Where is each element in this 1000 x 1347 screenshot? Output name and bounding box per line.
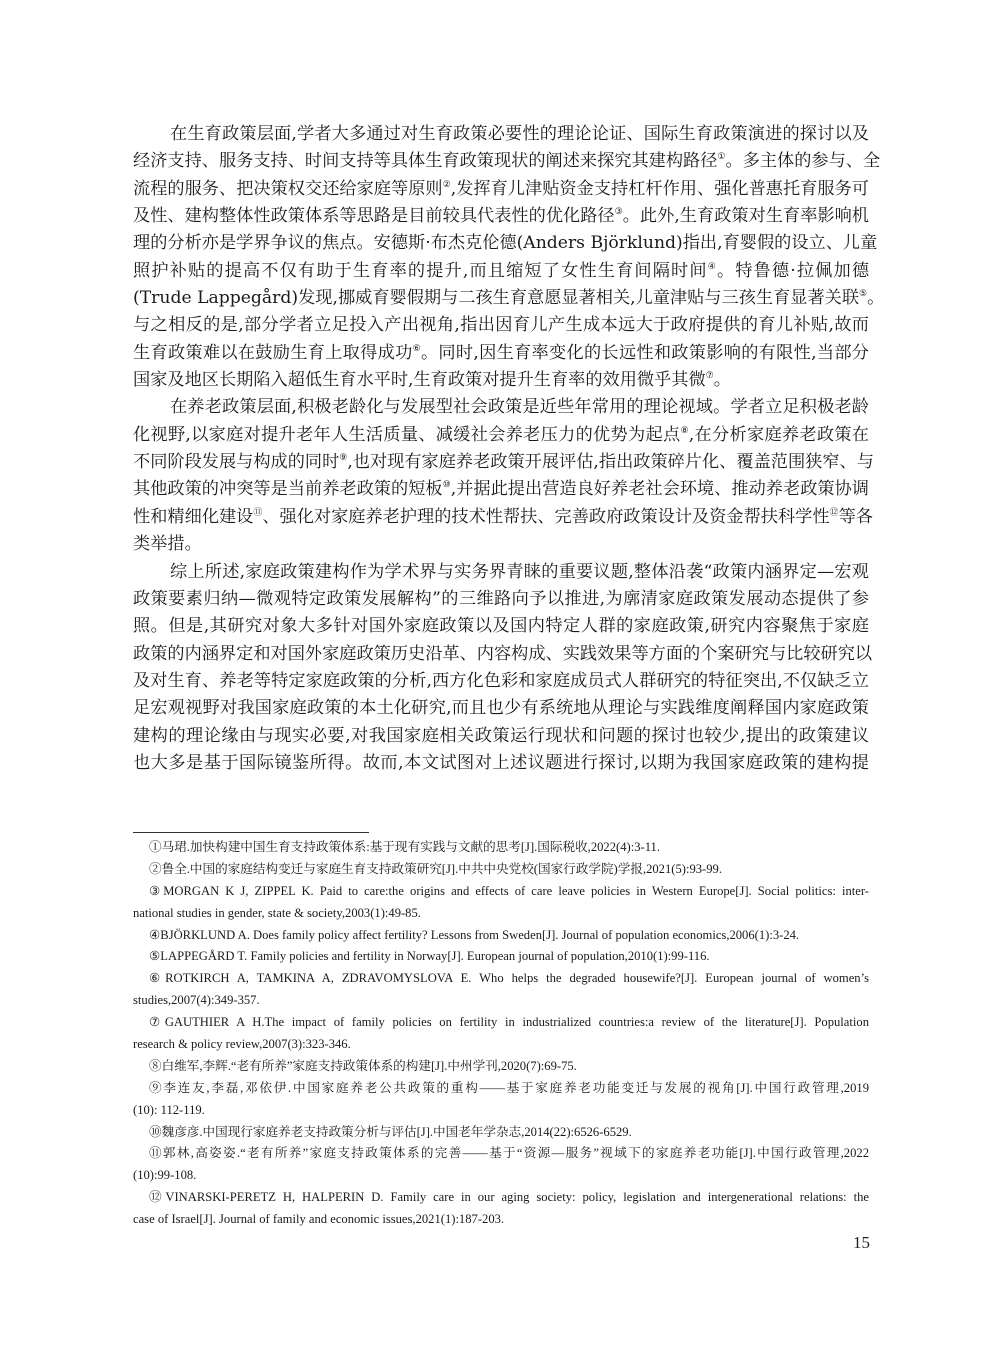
- footnote-ref[interactable]: ④: [707, 261, 717, 272]
- text-run: 。: [713, 370, 731, 391]
- text-run: 生育政策难以在鼓励生育上取得成功: [133, 342, 413, 363]
- text-run: ,发挥育儿津贴资金支持杠杆作用、强化普惠托育服务可: [450, 178, 869, 199]
- footnote-line: ③MORGAN K J, ZIPPEL K. Paid to care:the origins and effects of care leave policies in Western Europe[J]. Social politics: inter-: [149, 883, 869, 898]
- text-line: [133, 285, 885, 312]
- text-line: [133, 559, 869, 586]
- footnote-ref[interactable]: ⑪: [253, 507, 263, 518]
- footnote-line: research & policy review,2007(3):323-346.: [133, 1037, 351, 1052]
- text-run: 足宏观视野对我国家庭政策的本土化研究,而且也少有系统地从理论与实践维度阐释国内家庭政策: [133, 698, 869, 719]
- footnote-line: (10): 112-119.: [133, 1102, 205, 1117]
- text-line: [133, 695, 869, 722]
- footnote-separator: [133, 832, 369, 833]
- text-run: 性和精细化建设: [133, 506, 254, 527]
- footnote-item: [133, 859, 869, 881]
- text-run: 政策要素归纳—微观特定政策发展解构”的三维路向予以推进,为廓清家庭政策发展动态提供了参: [133, 588, 869, 609]
- text-run: 国家及地区长期陷入超低生育水平时,生育政策对提升生育率的效用微乎其微: [133, 370, 706, 391]
- text-line: [133, 641, 873, 668]
- text-line: [133, 258, 869, 285]
- text-line: [133, 723, 869, 750]
- text-run: 类举措。: [133, 534, 202, 555]
- footnote-line: ⑨李连友,李磊,邓依伊.中国家庭养老公共政策的重构——基于家庭养老功能变迁与发展的视角[J].中国行政管理,2019: [149, 1080, 869, 1095]
- text-run: 建构的理论缘由与现实必要,对我国家庭相关政策运行现状和问题的探讨也较少,提出的政策建议: [133, 725, 869, 746]
- text-run: 。同时,因生育率变化的长远性和政策影响的有限性,当部分: [420, 342, 869, 363]
- text-line: [133, 449, 874, 476]
- text-line: [133, 668, 869, 695]
- text-run: 、强化对家庭养老护理的技术性帮扶、完善政府政策设计及资金帮扶科学性: [262, 506, 830, 527]
- text-run: 也大多是基于国际镜鉴所得。故而,本文试图对上述议题进行探讨,以期为我国家庭政策的建构提: [133, 752, 869, 773]
- text-line: [133, 476, 869, 503]
- text-line: [133, 394, 869, 421]
- footnote-line: ⑪郭林,高姿姿.“老有所养”家庭支持政策体系的完善——基于“资源—服务”视域下的家庭养老功能[J].中国行政管理,2022: [149, 1146, 869, 1161]
- text-run: 其他政策的冲突等是当前养老政策的短板: [133, 479, 443, 500]
- footnote-line: studies,2007(4):349-357.: [133, 993, 260, 1008]
- text-run: 照护补贴的提高不仅有助于生育率的提升,而且缩短了女性生育间隔时间: [133, 260, 708, 281]
- body-text: [133, 121, 885, 777]
- text-run: 。此外,生育政策对生育率影响机: [622, 206, 869, 227]
- footnote-item: [133, 1143, 869, 1187]
- footnote-line: case of Israel[J]. Journal of family and economic issues,2021(1):187-203.: [133, 1212, 505, 1227]
- text-run: ,也对现有家庭养老政策开展评估,指出政策碎片化、覆盖范围狭窄、与: [347, 452, 874, 473]
- footnote-line: ①马珺.加快构建中国生育支持政策体系:基于现有实践与文献的思考[J].国际税收,2022(4):3-11.: [149, 840, 660, 854]
- text-line: [133, 312, 869, 339]
- text-run: ,在分析家庭养老政策在: [688, 424, 869, 445]
- text-run: 在养老政策层面,积极老龄化与发展型社会政策是近些年常用的理论视域。学者立足积极老龄: [170, 397, 869, 418]
- text-run: 等各: [838, 506, 873, 527]
- footnote-ref[interactable]: ②: [442, 179, 451, 190]
- footnote-line: ⑥ROTKIRCH A, TAMKINA A, ZDRAVOMYSLOVA E. Who helps the degraded housewife?[J]. European journal of women’s: [149, 971, 869, 986]
- text-run: 。: [867, 288, 885, 309]
- text-run: 照。但是,其研究对象大多针对国外家庭政策以及国内特定人群的家庭政策,研究内容聚焦于家庭: [133, 616, 869, 637]
- text-run: 与之相反的是,部分学者立足投入产出视角,指出因育儿产生成本远大于政府提供的育儿补贴,故而: [133, 315, 869, 336]
- footnote-ref[interactable]: ①: [717, 152, 726, 163]
- footnote-ref[interactable]: ⑩: [442, 480, 451, 491]
- footnote-line: ②鲁全.中国的家庭结构变迁与家庭生育支持政策研究[J].中共中央党校(国家行政学院)学报,2021(5):93-99.: [149, 861, 722, 876]
- text-run: 。多主体的参与、全: [725, 151, 881, 172]
- footnote-line: ⑫VINARSKI-PERETZ H, HALPERIN D. Family care in our aging society: policy, legislation and intergenerational relations: the: [149, 1190, 869, 1205]
- footnote-item: [133, 925, 869, 947]
- text-run: 在生育政策层面,学者大多通过对生育政策必要性的理论论证、国际生育政策演进的探讨以及: [170, 124, 869, 144]
- paragraph: [133, 394, 874, 558]
- text-run: 经济支持、服务支持、时间支持等具体生育政策现状的阐述来探究其建构路径: [133, 151, 718, 172]
- text-run: 及对生育、养老等特定家庭政策的分析,西方化色彩和家庭成员式人群研究的特征突出,不仅缺乏立: [133, 670, 869, 691]
- text-line: [133, 613, 869, 640]
- text-run: 及性、建构整体性政策体系等思路是目前较具代表性的优化路径: [133, 206, 615, 227]
- text-line: [133, 203, 869, 230]
- footnote-line: ④BJÖRKLUND A. Does family policy affect fertility? Lessons from Sweden[J]. Journal of population economics,2006(1):3-24.: [149, 927, 800, 942]
- text-line: [133, 586, 869, 613]
- footnote-item: [133, 1012, 869, 1056]
- footnote-line: national studies in gender, state & society,2003(1):49-85.: [133, 905, 421, 920]
- paragraph: [133, 121, 885, 394]
- footnote-line: ⑩魏彦彦.中国现行家庭养老支持政策分析与评估[J].中国老年学杂志,2014(22):6526-6529.: [149, 1124, 632, 1139]
- footnote-ref[interactable]: ⑨: [339, 453, 348, 464]
- footnote-ref[interactable]: ③: [614, 207, 623, 218]
- text-run: 流程的服务、把决策权交还给家庭等原则: [133, 178, 443, 199]
- footnote-ref[interactable]: ⑤: [859, 289, 868, 300]
- footnote-item: [133, 1078, 869, 1122]
- footnote-line: ⑦GAUTHIER A H.The impact of family policies on fertility in industrialized countries:a review of the literature[J]. Population: [149, 1015, 869, 1030]
- text-line: [133, 750, 869, 777]
- text-run: 。特鲁德·拉佩加德: [716, 260, 870, 281]
- footnote-item: [133, 968, 869, 1012]
- text-line: [133, 176, 869, 203]
- footnote-ref[interactable]: ⑧: [680, 425, 689, 436]
- footnotes: [133, 837, 869, 1231]
- text-line: [133, 121, 869, 148]
- footnote-item: [133, 1056, 869, 1078]
- text-line: [133, 148, 881, 175]
- footnote-item: [133, 1122, 869, 1144]
- footnote-item: [133, 946, 869, 968]
- text-run: ,并据此提出营造良好养老社会环境、推动养老政策协调: [450, 479, 869, 500]
- text-run: (Trude Lappegård)发现,挪威育婴假期与二孩生育意愿显著相关,儿童津贴与三孩生育显著关联: [133, 288, 860, 309]
- footnote-item: [133, 881, 869, 925]
- footnote-line: ⑧白维军,李辉.“老有所养”家庭支持政策体系的构建[J].中州学刊,2020(7):69-75.: [149, 1058, 577, 1073]
- footnote-item: [133, 1187, 869, 1231]
- text-line: [133, 367, 869, 394]
- text-run: 政策的内涵界定和对国外家庭政策历史沿革、内容构成、实践效果等方面的个案研究与比较研究以: [133, 643, 873, 664]
- text-line: [133, 531, 869, 558]
- footnote-ref[interactable]: ⑥: [412, 343, 421, 354]
- text-line: [133, 422, 869, 449]
- footnote-line: (10):99-108.: [133, 1168, 197, 1183]
- footnote-line: ⑤LAPPEGÅRD T. Family policies and fertility in Norway[J]. European journal of population,2010(1):99-116.: [149, 949, 710, 964]
- text-line: [133, 340, 869, 367]
- text-run: 化视野,以家庭对提升老年人生活质量、减缓社会养老压力的优势为起点: [133, 424, 681, 445]
- paragraph: [133, 559, 873, 778]
- text-run: 综上所述,家庭政策建构作为学术界与实务界青睐的重要议题,整体沿袭“政策内涵界定—宏观: [170, 561, 869, 582]
- footnote-ref[interactable]: ⑫: [829, 507, 839, 518]
- text-run: 理的分析亦是学界争议的焦点。安德斯·布杰克伦德(Anders Björklund)指出,育婴假的设立、儿童: [133, 233, 878, 254]
- footnote-ref[interactable]: ⑦: [705, 371, 714, 382]
- text-run: 不同阶段发展与构成的同时: [133, 452, 340, 473]
- text-line: [133, 504, 873, 531]
- text-line: [133, 230, 878, 257]
- footnote-item: [133, 837, 869, 859]
- page-number: 15: [853, 1233, 870, 1252]
